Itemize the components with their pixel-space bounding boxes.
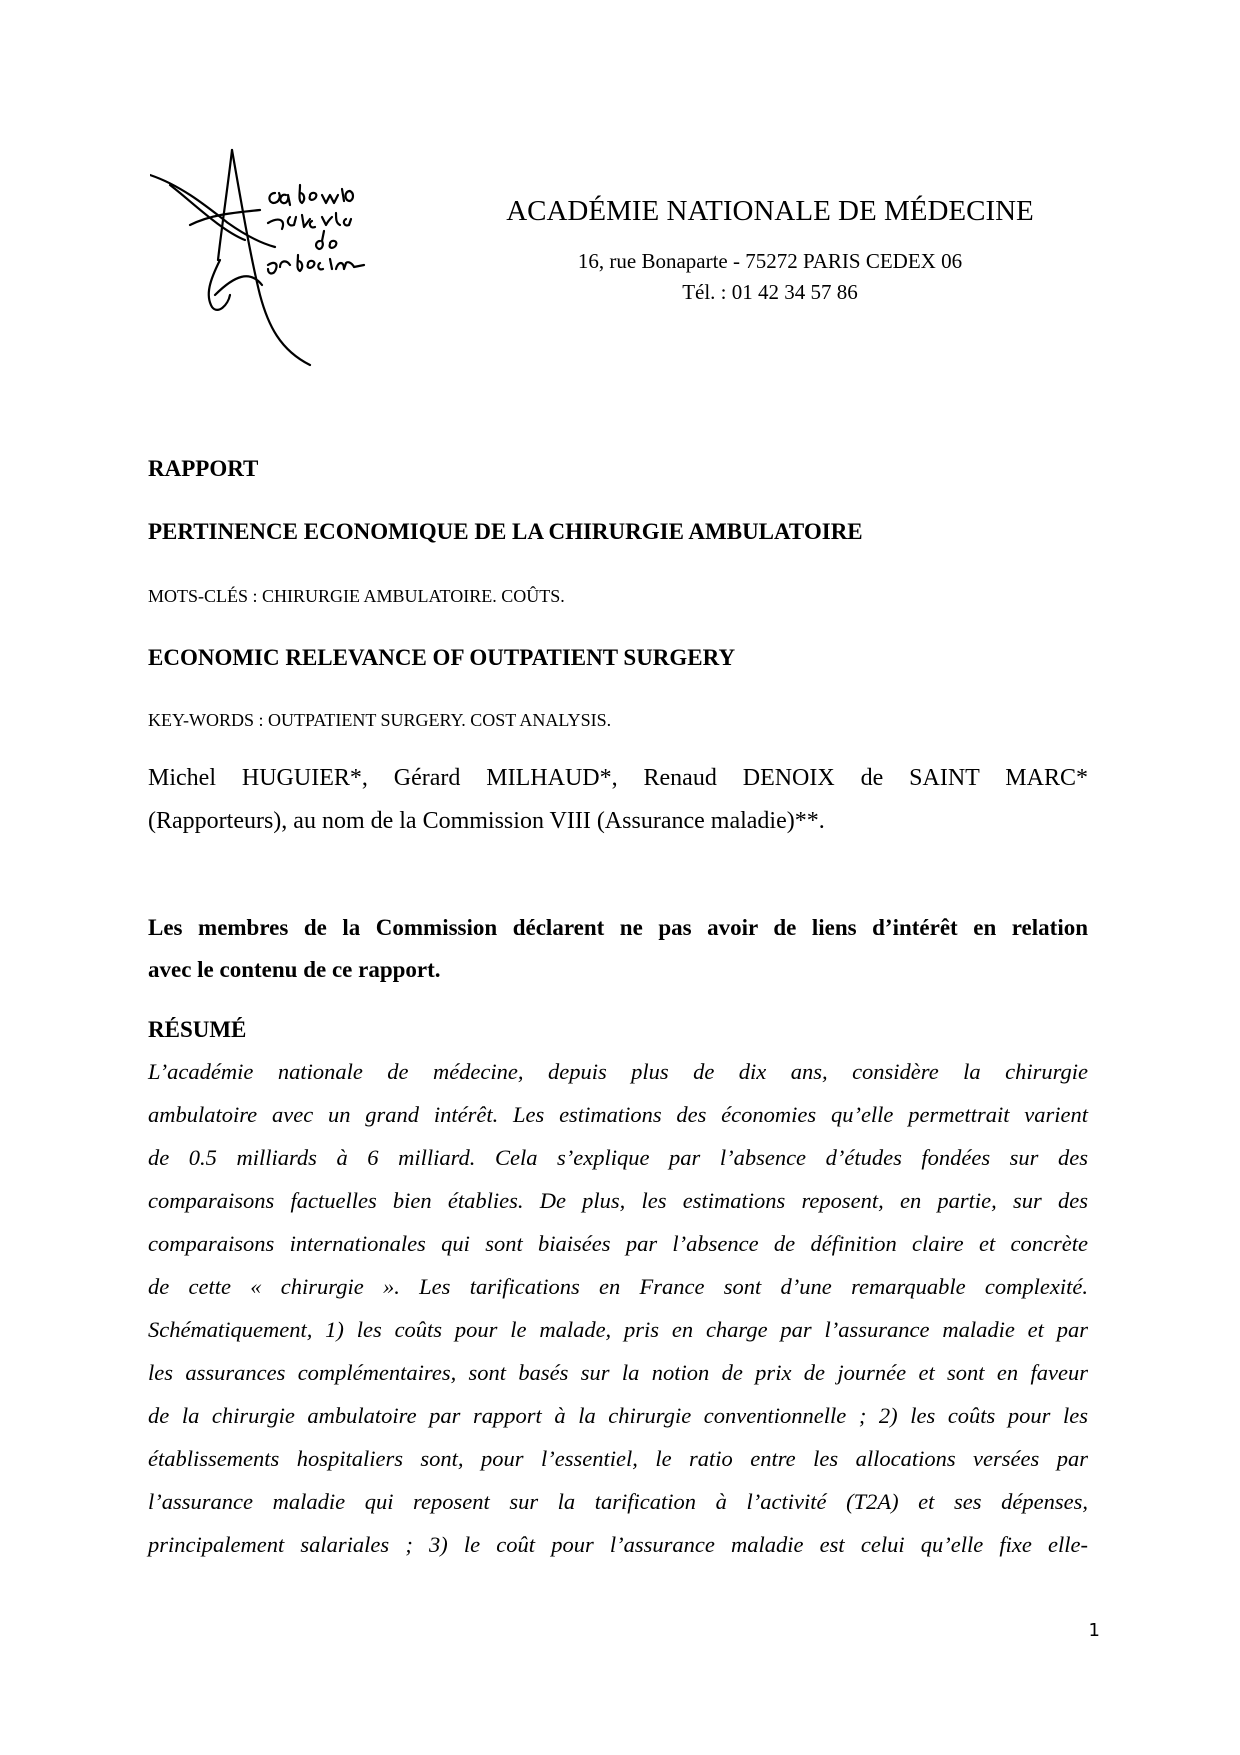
declaration-line: avec le contenu de ce rapport. bbox=[148, 957, 441, 982]
english-title: ECONOMIC RELEVANCE OF OUTPATIENT SURGERY bbox=[148, 645, 736, 670]
resume-line: les assurances complémentaires, sont basés sur la notion de prix de journée et sont en faveur bbox=[148, 1360, 1088, 1385]
resume-line: établissements hospitaliers sont, pour l’essentiel, le ratio entre les allocations versées par bbox=[148, 1446, 1088, 1471]
resume-line: principalement salariales ; 3) le coût pour l’assurance maladie est celui qu’elle fixe elle- bbox=[148, 1532, 1088, 1557]
academy-logo bbox=[150, 145, 415, 370]
resume-line: Schématiquement, 1) les coûts pour le malade, pris en charge par l’assurance maladie et par bbox=[148, 1317, 1088, 1342]
academy-address: 16, rue Bonaparte - 75272 PARIS CEDEX 06 bbox=[577, 249, 963, 273]
document-type: RAPPORT bbox=[148, 456, 259, 481]
resume-line: de 0.5 milliards à 6 milliard. Cela s’explique par l’absence d’études fondées sur des bbox=[148, 1145, 1088, 1170]
resume-line: de la chirurgie ambulatoire par rapport à la chirurgie conventionnelle ; 2) les coûts pour les bbox=[148, 1403, 1088, 1428]
resume-line: comparaisons internationales qui sont biaisées par l’absence de définition claire et concrète bbox=[148, 1231, 1088, 1256]
resume-line: comparaisons factuelles bien établies. De plus, les estimations reposent, en partie, sur des bbox=[148, 1188, 1088, 1213]
resume-line: ambulatoire avec un grand intérêt. Les estimations des économies qu’elle permettrait varient bbox=[148, 1102, 1088, 1127]
resume-line: l’assurance maladie qui reposent sur la tarification à l’activité (T2A) et ses dépenses, bbox=[148, 1489, 1088, 1514]
french-title: PERTINENCE ECONOMIQUE DE LA CHIRURGIE AMBULATOIRE bbox=[148, 519, 863, 544]
authors-line: Michel HUGUIER*, Gérard MILHAUD*, Renaud DENOIX de SAINT MARC* bbox=[148, 765, 1088, 791]
resume-line: de cette « chirurgie ». Les tarifications en France sont d’une remarquable complexité. bbox=[148, 1274, 1088, 1299]
french-keywords: MOTS-CLÉS : CHIRURGIE AMBULATOIRE. COÛTS. bbox=[148, 586, 565, 606]
academy-phone: Tél. : 01 42 34 57 86 bbox=[682, 280, 858, 304]
academy-title: ACADÉMIE NATIONALE DE MÉDECINE bbox=[506, 195, 1034, 227]
resume-line: L’académie nationale de médecine, depuis plus de dix ans, considère la chirurgie bbox=[148, 1059, 1088, 1084]
english-keywords: KEY-WORDS : OUTPATIENT SURGERY. COST ANALYSIS. bbox=[148, 710, 612, 730]
declaration-line: Les membres de la Commission déclarent ne pas avoir de liens d’intérêt en relation bbox=[148, 915, 1088, 940]
page-number: 1 bbox=[1088, 1620, 1100, 1641]
authors-line: (Rapporteurs), au nom de la Commission VIII (Assurance maladie)**. bbox=[148, 808, 825, 834]
resume-heading: RÉSUMÉ bbox=[148, 1017, 247, 1042]
